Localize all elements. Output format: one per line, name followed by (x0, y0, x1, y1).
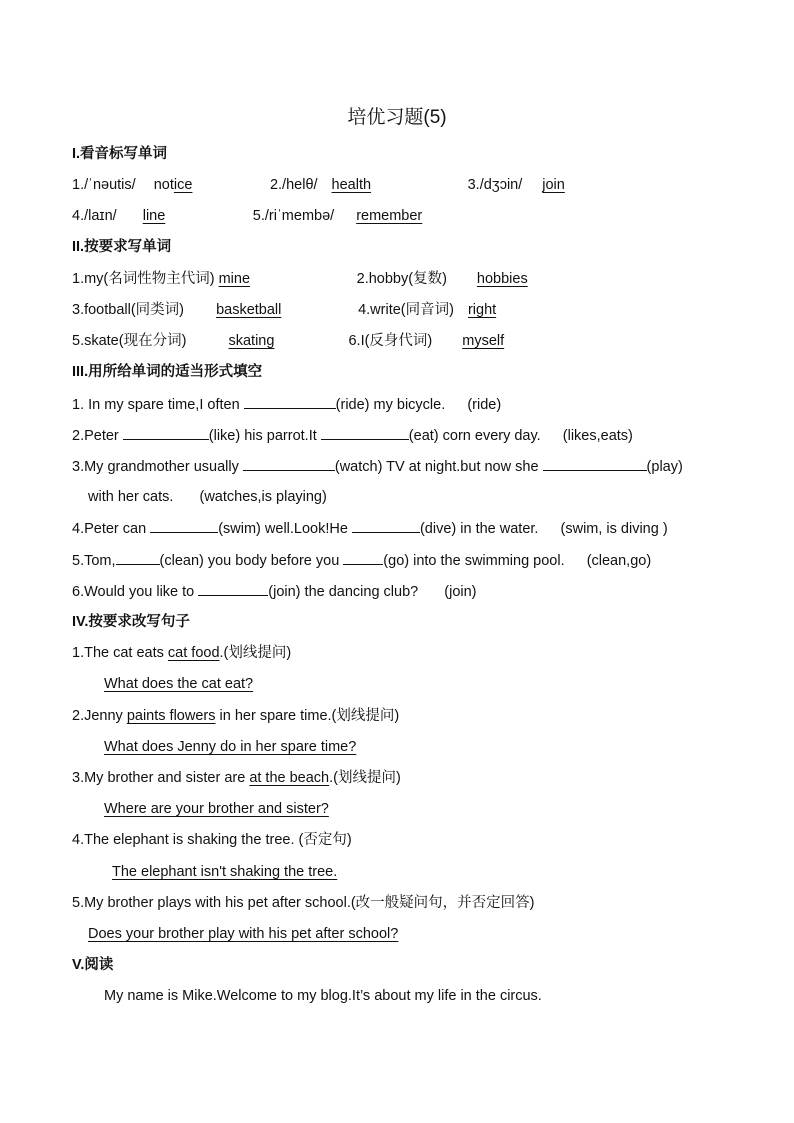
q2-text-b: (like) his parrot.It (208, 428, 317, 444)
section-1-heading: I.看音标写单词 (72, 146, 168, 162)
section-4-a1 (88, 674, 253, 694)
q3-answer: basketball (216, 302, 282, 318)
q2-text-b: in her spare time.(划线提问) (215, 708, 400, 724)
q5-blank-2[interactable] (343, 550, 383, 565)
q1-answer: What does the cat eat? (104, 676, 254, 692)
q1-text-b: (ride) my bicycle. (335, 397, 446, 413)
q4-hint: (swim, is diving ) (560, 521, 668, 537)
q3-text-b: .(划线提问) (329, 770, 401, 786)
q1-answer-end: ice (173, 177, 193, 193)
q4-text-c: (dive) in the water. (419, 521, 539, 537)
q5-hint: (clean,go) (586, 553, 652, 569)
q2-text-a: 2.Peter (72, 428, 119, 444)
q1-answer-start: not (153, 177, 174, 193)
q4-phonetic: 4./laɪn/ (72, 208, 117, 224)
q2-answer: What does Jenny do in her spare time? (104, 739, 357, 755)
q5-prompt: 5.skate(现在分词) (72, 333, 187, 349)
section-4-a4 (88, 862, 337, 882)
q2-answer: health (331, 177, 372, 193)
q4-text: 4.The elephant is shaking the tree. (否定句) (72, 832, 352, 848)
q1-text-b: .(划线提问) (219, 645, 292, 661)
section-3-heading: III.用所给单词的适当形式填空 (72, 364, 263, 380)
q5-answer: remember (356, 208, 423, 224)
q5-phonetic: 5./riˈmembə/ (252, 208, 335, 224)
reading-paragraph: My name is Mike.Welcome to my blog.It’s about my life in the circus. (104, 988, 542, 1004)
section-4-a2 (88, 737, 356, 757)
q4-text-b: (swim) well.Look!He (218, 521, 348, 537)
q4-prompt: 4.write(同音词) (358, 302, 454, 318)
page-title: 培优习题(5) (347, 107, 447, 128)
section-4-heading: IV.按要求改写句子 (72, 614, 190, 630)
section-1-row-2 (72, 206, 430, 226)
q4-blank-2[interactable] (352, 518, 420, 533)
q5-answer: Does your brother play with his pet after school? (88, 926, 399, 942)
section-3-q3-cont (88, 487, 327, 507)
q2-text-c: (eat) corn every day. (408, 428, 541, 444)
q6-text-a: 6.Would you like to (72, 584, 195, 600)
q3-hint: (watches,is playing) (199, 489, 327, 505)
q3-text-c: (play) (646, 459, 683, 475)
q3-blank-1[interactable] (243, 456, 335, 471)
q1-prompt: 1.my(名词性物主代词) (72, 271, 215, 287)
q3-answer: join (542, 177, 565, 193)
q4-answer: right (467, 302, 497, 318)
section-5-heading: V.阅读 (72, 957, 114, 973)
q2-blank-2[interactable] (321, 425, 409, 440)
q6-blank[interactable] (198, 581, 268, 596)
q1-text-a: 1. In my spare time,I often (72, 397, 240, 413)
q2-underlined-part: paints flowers (126, 708, 216, 724)
section-4-q5 (72, 893, 535, 913)
q3-text-d: with her cats. (88, 489, 174, 505)
q4-answer: line (142, 208, 166, 224)
q1-text-a: 1.The cat eats (72, 645, 168, 661)
q2-phonetic: 2./helθ/ (269, 177, 318, 193)
q2-blank-1[interactable] (123, 425, 209, 440)
q5-text-a: 5.Tom, (72, 553, 116, 569)
q5-text: 5.My brother plays with his pet after school.(改一般疑问句，并否定回答) (72, 895, 535, 911)
section-1-row-1 (72, 175, 578, 195)
q4-answer: The elephant isn't shaking the tree. (112, 864, 338, 880)
q3-answer: Where are your brother and sister? (104, 801, 329, 817)
q1-blank[interactable] (244, 394, 336, 409)
q2-answer: hobbies (476, 271, 528, 287)
q2-text-a: 2.Jenny (72, 708, 127, 724)
q1-hint: (ride) (467, 397, 502, 413)
q4-blank-1[interactable] (150, 518, 218, 533)
section-2-row-3 (72, 331, 508, 351)
q3-text-b: (watch) TV at night.but now she (334, 459, 539, 475)
q5-text-b: (clean) you body before you (159, 553, 340, 569)
q6-prompt: 6.I(反身代词) (348, 333, 433, 349)
q3-text-a: 3.My grandmother usually (72, 459, 239, 475)
q6-hint: (join) (444, 584, 477, 600)
q2-prompt: 2.hobby(复数) (356, 271, 447, 287)
q4-text-a: 4.Peter can (72, 521, 147, 537)
section-4-a5 (88, 924, 398, 944)
q5-blank-1[interactable] (116, 550, 160, 565)
q1-phonetic: 1./ˈnəutis/ (72, 177, 136, 193)
section-3-q2 (72, 425, 633, 446)
section-3-q6 (72, 581, 477, 602)
q3-phonetic: 3./dʒɔin/ (467, 177, 523, 193)
section-2-heading: II.按要求写单词 (72, 239, 172, 255)
section-2-row-1 (72, 269, 539, 289)
q5-text-c: (go) into the swimming pool. (383, 553, 565, 569)
q3-prompt: 3.football(同类词) (72, 302, 185, 318)
section-3-q4 (72, 518, 668, 539)
section-4-q4 (72, 830, 352, 850)
section-4-q2 (72, 706, 399, 726)
q5-answer: skating (228, 333, 275, 349)
section-4-q1 (72, 643, 291, 663)
q1-answer: mine (218, 271, 251, 287)
section-3-q1 (72, 394, 501, 415)
q6-answer: myself (462, 333, 505, 349)
section-3-q5 (72, 550, 651, 571)
q3-text-a: 3.My brother and sister are (72, 770, 250, 786)
section-2-row-2 (72, 300, 498, 320)
q3-underlined-part: at the beach (249, 770, 330, 786)
q3-blank-2[interactable] (543, 456, 647, 471)
q2-hint: (likes,eats) (562, 428, 633, 444)
section-4-a3 (88, 799, 329, 819)
section-4-q3 (72, 768, 401, 788)
q6-text-b: (join) the dancing club? (268, 584, 419, 600)
q1-underlined-part: cat food (167, 645, 220, 661)
section-3-q3 (72, 456, 683, 477)
